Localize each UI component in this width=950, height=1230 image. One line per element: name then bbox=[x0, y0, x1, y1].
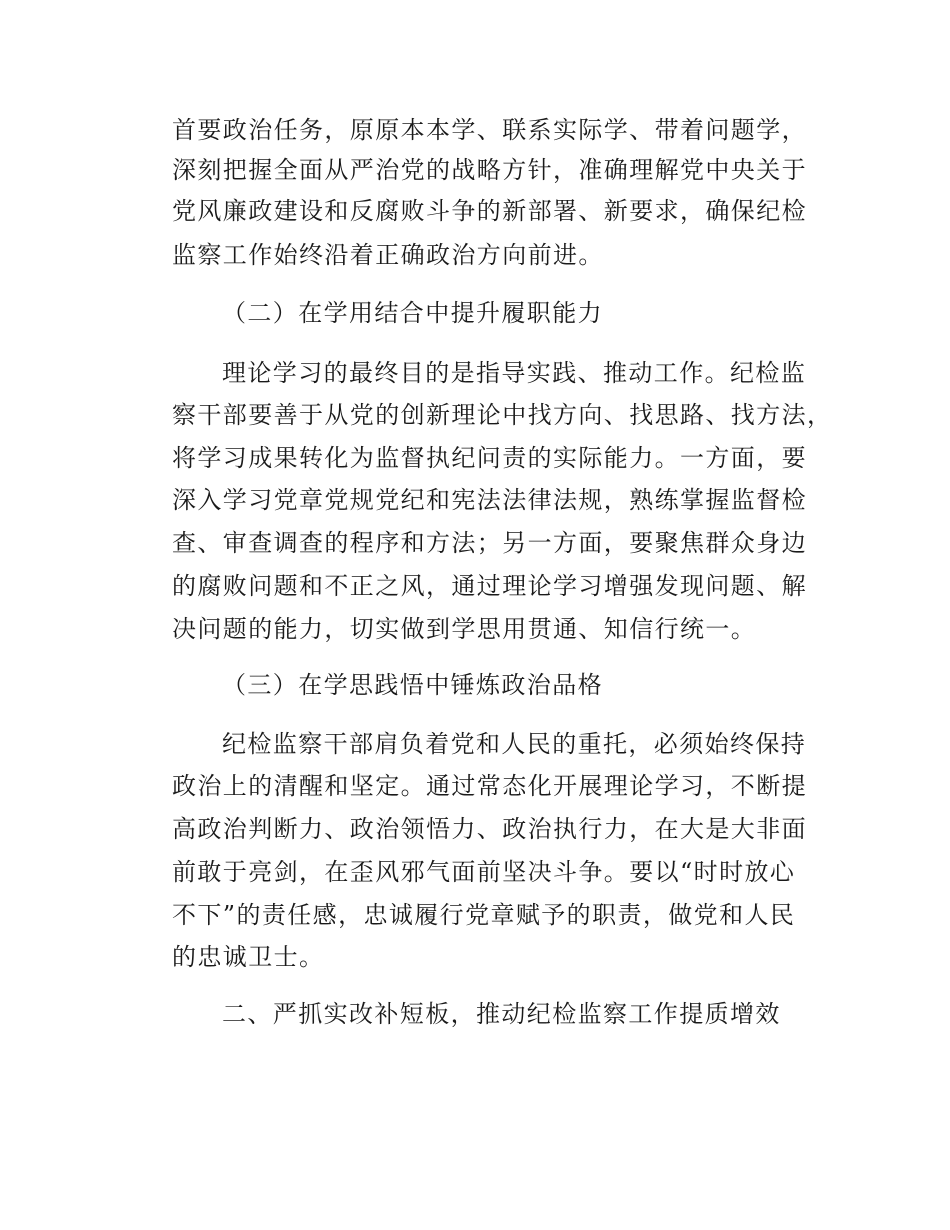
paragraph-line: 党风廉政建设和反腐败斗争的新部署、新要求，确保纪检 bbox=[172, 197, 807, 225]
subheading-2: （二）在学用结合中提升履职能力 bbox=[222, 299, 603, 327]
paragraph-line: 深刻把握全面从严治党的战略方针，准确理解党中央关于 bbox=[172, 156, 807, 184]
paragraph-line: 监察工作始终沿着正确政治方向前进。 bbox=[172, 241, 604, 269]
paragraph-line: 查、审查调查的程序和方法；另一方面，要聚焦群众身边 bbox=[172, 529, 807, 557]
paragraph-line: 的忠诚卫士。 bbox=[172, 943, 325, 971]
paragraph-line: 察干部要善于从党的创新理论中找方向、找思路、找方法， bbox=[172, 401, 833, 429]
paragraph-line: 深入学习党章党规党纪和宪法法律法规，熟练掌握监督检 bbox=[172, 486, 807, 514]
paragraph-line: 决问题的能力，切实做到学思用贯通、知信行统一。 bbox=[172, 615, 757, 643]
paragraph-line: 将学习成果转化为监督执纪问责的实际能力。一方面，要 bbox=[172, 444, 807, 472]
subheading-3: （三）在学思践悟中锤炼政治品格 bbox=[222, 671, 603, 699]
paragraph-line: 高政治判断力、政治领悟力、政治执行力，在大是大非面 bbox=[172, 815, 807, 843]
paragraph-line: 政治上的清醒和坚定。通过常态化开展理论学习，不断提 bbox=[172, 772, 807, 800]
paragraph-line: 不下”的责任感，忠诚履行党章赋予的职责，做党和人民 bbox=[172, 901, 796, 929]
paragraph-line: 前敢于亮剑，在歪风邪气面前坚决斗争。要以“时时放心 bbox=[172, 858, 796, 886]
paragraph-line: 的腐败问题和不正之风，通过理论学习增强发现问题、解 bbox=[172, 572, 807, 600]
paragraph-line: 理论学习的最终目的是指导实践、推动工作。纪检监 bbox=[222, 359, 807, 387]
section-heading-2: 二、严抓实改补短板，推动纪检监察工作提质增效 bbox=[222, 1000, 781, 1028]
paragraph-line: 纪检监察干部肩负着党和人民的重托，必须始终保持 bbox=[222, 730, 807, 758]
paragraph-line: 首要政治任务，原原本本学、联系实际学、带着问题学， bbox=[172, 116, 807, 144]
